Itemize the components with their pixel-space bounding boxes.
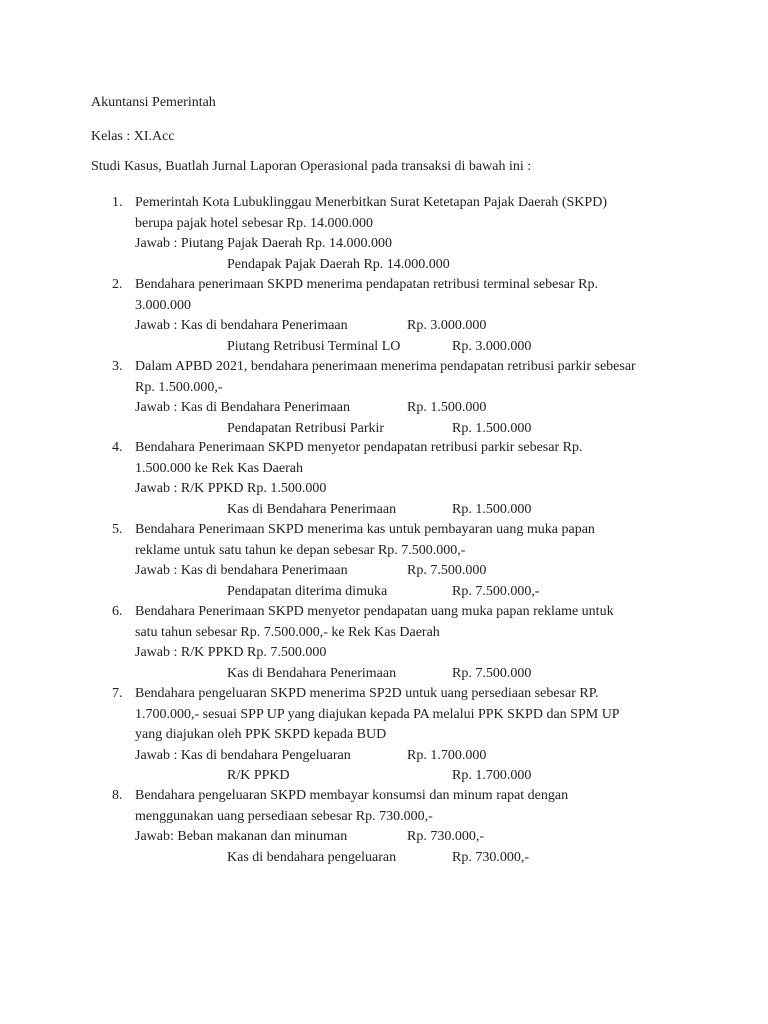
journal-credit: Kas di Bendahara Penerimaan bbox=[227, 501, 397, 517]
journal-debit-amount: Rp. 1.500.000 bbox=[407, 400, 487, 415]
case-description: berupa pajak hotel sebesar Rp. 14.000.000 bbox=[135, 215, 373, 231]
case-description: Dalam APBD 2021, bendahara penerimaan menerima pendapatan retribusi parkir sebesar bbox=[135, 359, 636, 374]
journal-credit-amount: Rp. 1.500.000 bbox=[452, 501, 532, 517]
journal-debit: Jawab : Kas di bendahara Penerimaan bbox=[135, 563, 348, 578]
journal-credit-amount: Rp. 7.500.000,- bbox=[452, 583, 540, 599]
case-number: 2. bbox=[112, 277, 123, 292]
case-description: Pemerintah Kota Lubuklinggau Menerbitkan Surat Ketetapan Pajak Daerah (SKPD) bbox=[135, 195, 607, 210]
journal-debit: Jawab : Kas di bendahara Pengeluaran bbox=[135, 747, 351, 763]
journal-debit: Jawab : Piutang Pajak Daerah Rp. 14.000.000 bbox=[135, 236, 393, 251]
case-description: Bendahara pengeluaran SKPD membayar konsumsi dan minum rapat dengan bbox=[135, 788, 569, 803]
case-description: Rp. 1.500.000,- bbox=[135, 379, 223, 395]
journal-credit-amount: Rp. 1.500.000 bbox=[452, 420, 532, 436]
journal-debit: Jawab : Kas di Bendahara Penerimaan bbox=[135, 400, 350, 415]
journal-debit: Jawab : R/K PPKD Rp. 1.500.000 bbox=[135, 481, 327, 496]
journal-credit-amount: Rp. 1.700.000 bbox=[452, 768, 532, 783]
journal-debit: Jawab : Kas di bendahara Penerimaan bbox=[135, 318, 348, 333]
journal-debit-amount: Rp. 3.000.000 bbox=[407, 318, 487, 333]
journal-credit: Pendapak Pajak Daerah Rp. 14.000.000 bbox=[227, 256, 450, 272]
case-number: 5. bbox=[112, 522, 123, 537]
journal-credit: Pendapatan diterima dimuka bbox=[227, 583, 388, 599]
journal-debit-amount: Rp. 7.500.000 bbox=[407, 563, 487, 578]
case-description: menggunakan uang persediaan sebesar Rp. 730.000,- bbox=[135, 808, 433, 824]
case-description: satu tahun sebesar Rp. 7.500.000,- ke Rek Kas Daerah bbox=[135, 624, 440, 640]
case-description: 3.000.000 bbox=[135, 297, 191, 313]
case-description: Bendahara Penerimaan SKPD menerima kas untuk pembayaran uang muka papan bbox=[135, 522, 595, 537]
instruction-text: Studi Kasus, Buatlah Jurnal Laporan Operasional pada transaksi di bawah ini : bbox=[91, 159, 532, 174]
case-description: Bendahara Penerimaan SKPD menyetor pendapatan uang muka papan reklame untuk bbox=[135, 604, 614, 619]
journal-credit: R/K PPKD bbox=[227, 768, 290, 783]
journal-debit: Jawab: Beban makanan dan minuman bbox=[135, 829, 348, 844]
case-number: 4. bbox=[112, 440, 123, 455]
journal-credit-amount: Rp. 7.500.000 bbox=[452, 665, 532, 681]
case-number: 1. bbox=[112, 195, 123, 210]
case-description: 1.500.000 ke Rek Kas Daerah bbox=[135, 460, 303, 476]
journal-debit-amount: Rp. 730.000,- bbox=[407, 829, 484, 844]
case-description: reklame untuk satu tahun ke depan sebesar Rp. 7.500.000,- bbox=[135, 542, 466, 558]
journal-debit-amount: Rp. 1.700.000 bbox=[407, 747, 487, 763]
journal-credit: Kas di Bendahara Penerimaan bbox=[227, 665, 397, 681]
journal-credit-amount: Rp. 3.000.000 bbox=[452, 338, 532, 354]
case-description: Bendahara penerimaan SKPD menerima pendapatan retribusi terminal sebesar Rp. bbox=[135, 277, 599, 292]
subject-title: Akuntansi Pemerintah bbox=[91, 95, 216, 110]
case-number: 3. bbox=[112, 359, 123, 374]
journal-credit: Piutang Retribusi Terminal LO bbox=[227, 338, 401, 354]
case-description: Bendahara pengeluaran SKPD menerima SP2D untuk uang persediaan sebesar RP. bbox=[135, 686, 599, 701]
case-number: 6. bbox=[112, 604, 123, 619]
journal-credit-amount: Rp. 730.000,- bbox=[452, 849, 529, 865]
case-number: 8. bbox=[112, 788, 123, 803]
journal-debit: Jawab : R/K PPKD Rp. 7.500.000 bbox=[135, 645, 327, 660]
class-line: Kelas : XI.Acc bbox=[91, 129, 175, 144]
case-description: yang diajukan oleh PPK SKPD kepada BUD bbox=[135, 727, 387, 742]
journal-credit: Kas di bendahara pengeluaran bbox=[227, 849, 397, 865]
journal-credit: Pendapatan Retribusi Parkir bbox=[227, 420, 385, 436]
case-number: 7. bbox=[112, 686, 123, 701]
case-description: Bendahara Penerimaan SKPD menyetor pendapatan retribusi parkir sebesar Rp. bbox=[135, 440, 583, 455]
case-description: 1.700.000,- sesuai SPP UP yang diajukan kepada PA melalui PPK SKPD dan SPM UP bbox=[135, 706, 620, 722]
